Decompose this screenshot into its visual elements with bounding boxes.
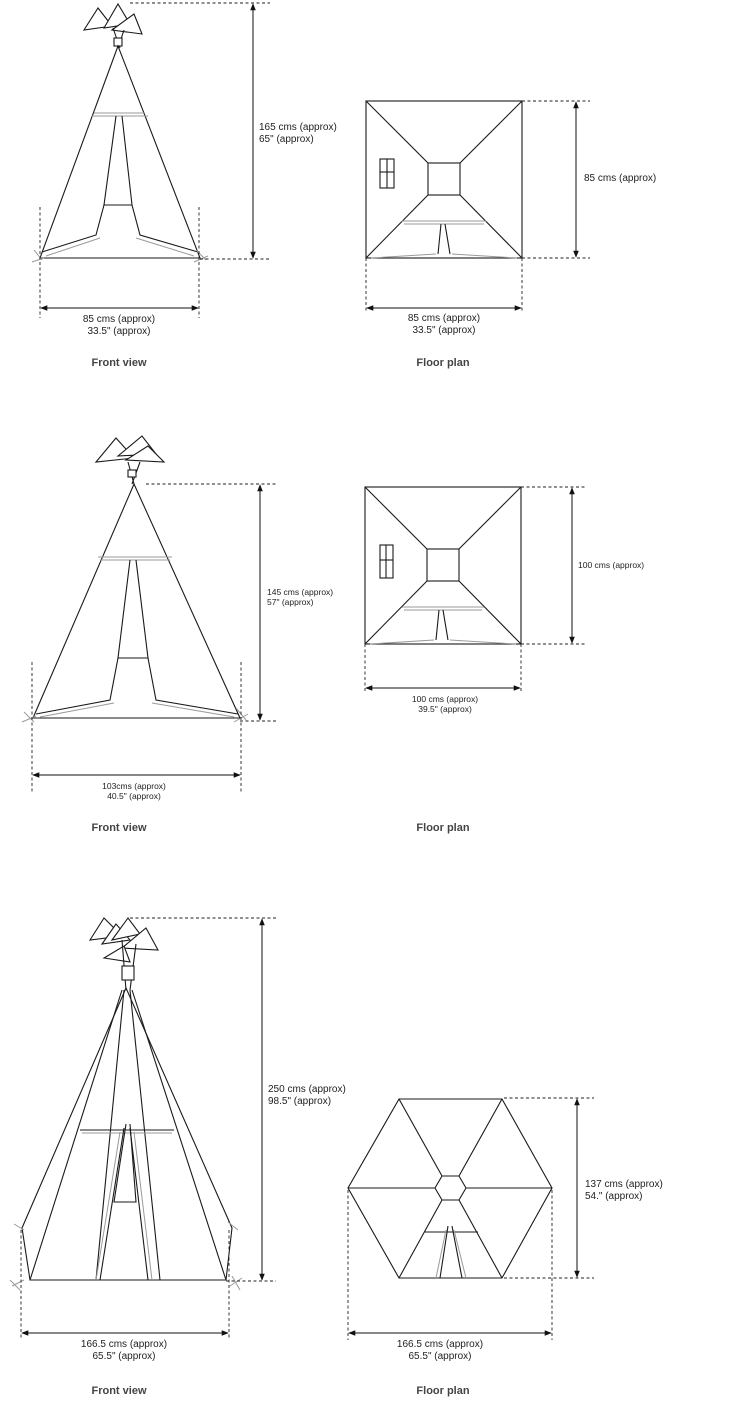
floor-width-cm-2: 100 cms (approx): [411, 694, 479, 704]
front-view-caption-2: Front view: [91, 822, 147, 834]
front-width-cm-2: 103cms (approx): [102, 781, 166, 791]
front-height-label-3: [268, 1084, 346, 1108]
floor-width-dim-2: [365, 644, 521, 692]
front-view-3: [10, 918, 242, 1290]
floor-depth-label-2: [578, 560, 644, 570]
floor-depth-label-3: [585, 1179, 663, 1203]
pole-tips-2: [96, 436, 164, 484]
floor-depth-dim-1: [522, 101, 590, 258]
front-width-label-1: [83, 314, 155, 338]
floor-width-in-1: 33.5" (approx): [412, 325, 476, 336]
floor-width-label-3: [397, 1339, 483, 1363]
floor-width-dim-3: [348, 1190, 552, 1340]
front-height-dim-3: [130, 918, 276, 1281]
floor-width-label-2: [412, 694, 478, 714]
front-height-label-1: [259, 122, 337, 146]
floor-depth-cm-2: 100 cms (approx): [578, 560, 645, 570]
floor-plan-1: [366, 101, 522, 258]
front-width-cm-3: 166.5 cms (approx): [80, 1339, 168, 1350]
front-height-dim-2: [146, 484, 278, 721]
pole-tips-1: [84, 4, 142, 48]
front-height-cm-2: 145 cms (approx): [267, 587, 334, 597]
floor-plan-caption-2: Floor plan: [416, 822, 470, 834]
floor-depth-cm-3: 137 cms (approx): [585, 1179, 663, 1190]
front-height-in-1: 65" (approx): [259, 134, 314, 145]
floor-width-cm-1: 85 cms (approx): [407, 313, 481, 324]
front-width-in-3: 65.5" (approx): [92, 1351, 156, 1362]
floor-depth-in-3: 54." (approx): [585, 1191, 643, 1202]
floor-depth-label-1: [584, 173, 656, 185]
front-width-dim-1: [40, 207, 199, 318]
floor-width-in-2: 39.5" (approx): [418, 704, 472, 714]
floor-width-in-3: 65.5" (approx): [408, 1351, 472, 1362]
floor-depth-dim-2: [521, 487, 586, 644]
floor-width-cm-3: 166.5 cms (approx): [396, 1339, 484, 1350]
front-width-in-2: 40.5" (approx): [107, 791, 161, 801]
floor-width-label-1: [408, 313, 480, 337]
front-view-1: [32, 4, 208, 262]
front-height-cm-1: 165 cms (approx): [259, 122, 337, 133]
front-height-label-2: [267, 587, 333, 607]
floor-plan-caption-1: Floor plan: [416, 357, 470, 369]
front-view-caption-1: Front view: [91, 357, 147, 369]
front-height-in-2: 57" (approx): [267, 597, 314, 607]
floor-plan-3: [348, 1099, 552, 1278]
floor-depth-cm-1: 85 cms (approx): [584, 173, 657, 184]
front-view-caption-3: Front view: [91, 1385, 147, 1397]
front-height-cm-3: 250 cms (approx): [268, 1084, 346, 1095]
front-width-in-1: 33.5" (approx): [87, 326, 151, 337]
pole-tips-3: [90, 918, 158, 990]
front-width-cm-1: 85 cms (approx): [82, 314, 156, 325]
front-view-2: [22, 436, 248, 722]
front-width-label-2: [102, 781, 166, 801]
front-height-in-3: 98.5" (approx): [268, 1096, 332, 1107]
front-width-dim-3: [21, 1230, 229, 1340]
floor-plan-2: [365, 487, 521, 644]
front-width-label-3: [81, 1339, 167, 1363]
floor-plan-caption-3: Floor plan: [416, 1385, 470, 1397]
front-width-dim-2: [32, 662, 241, 792]
floor-width-dim-1: [366, 258, 522, 312]
